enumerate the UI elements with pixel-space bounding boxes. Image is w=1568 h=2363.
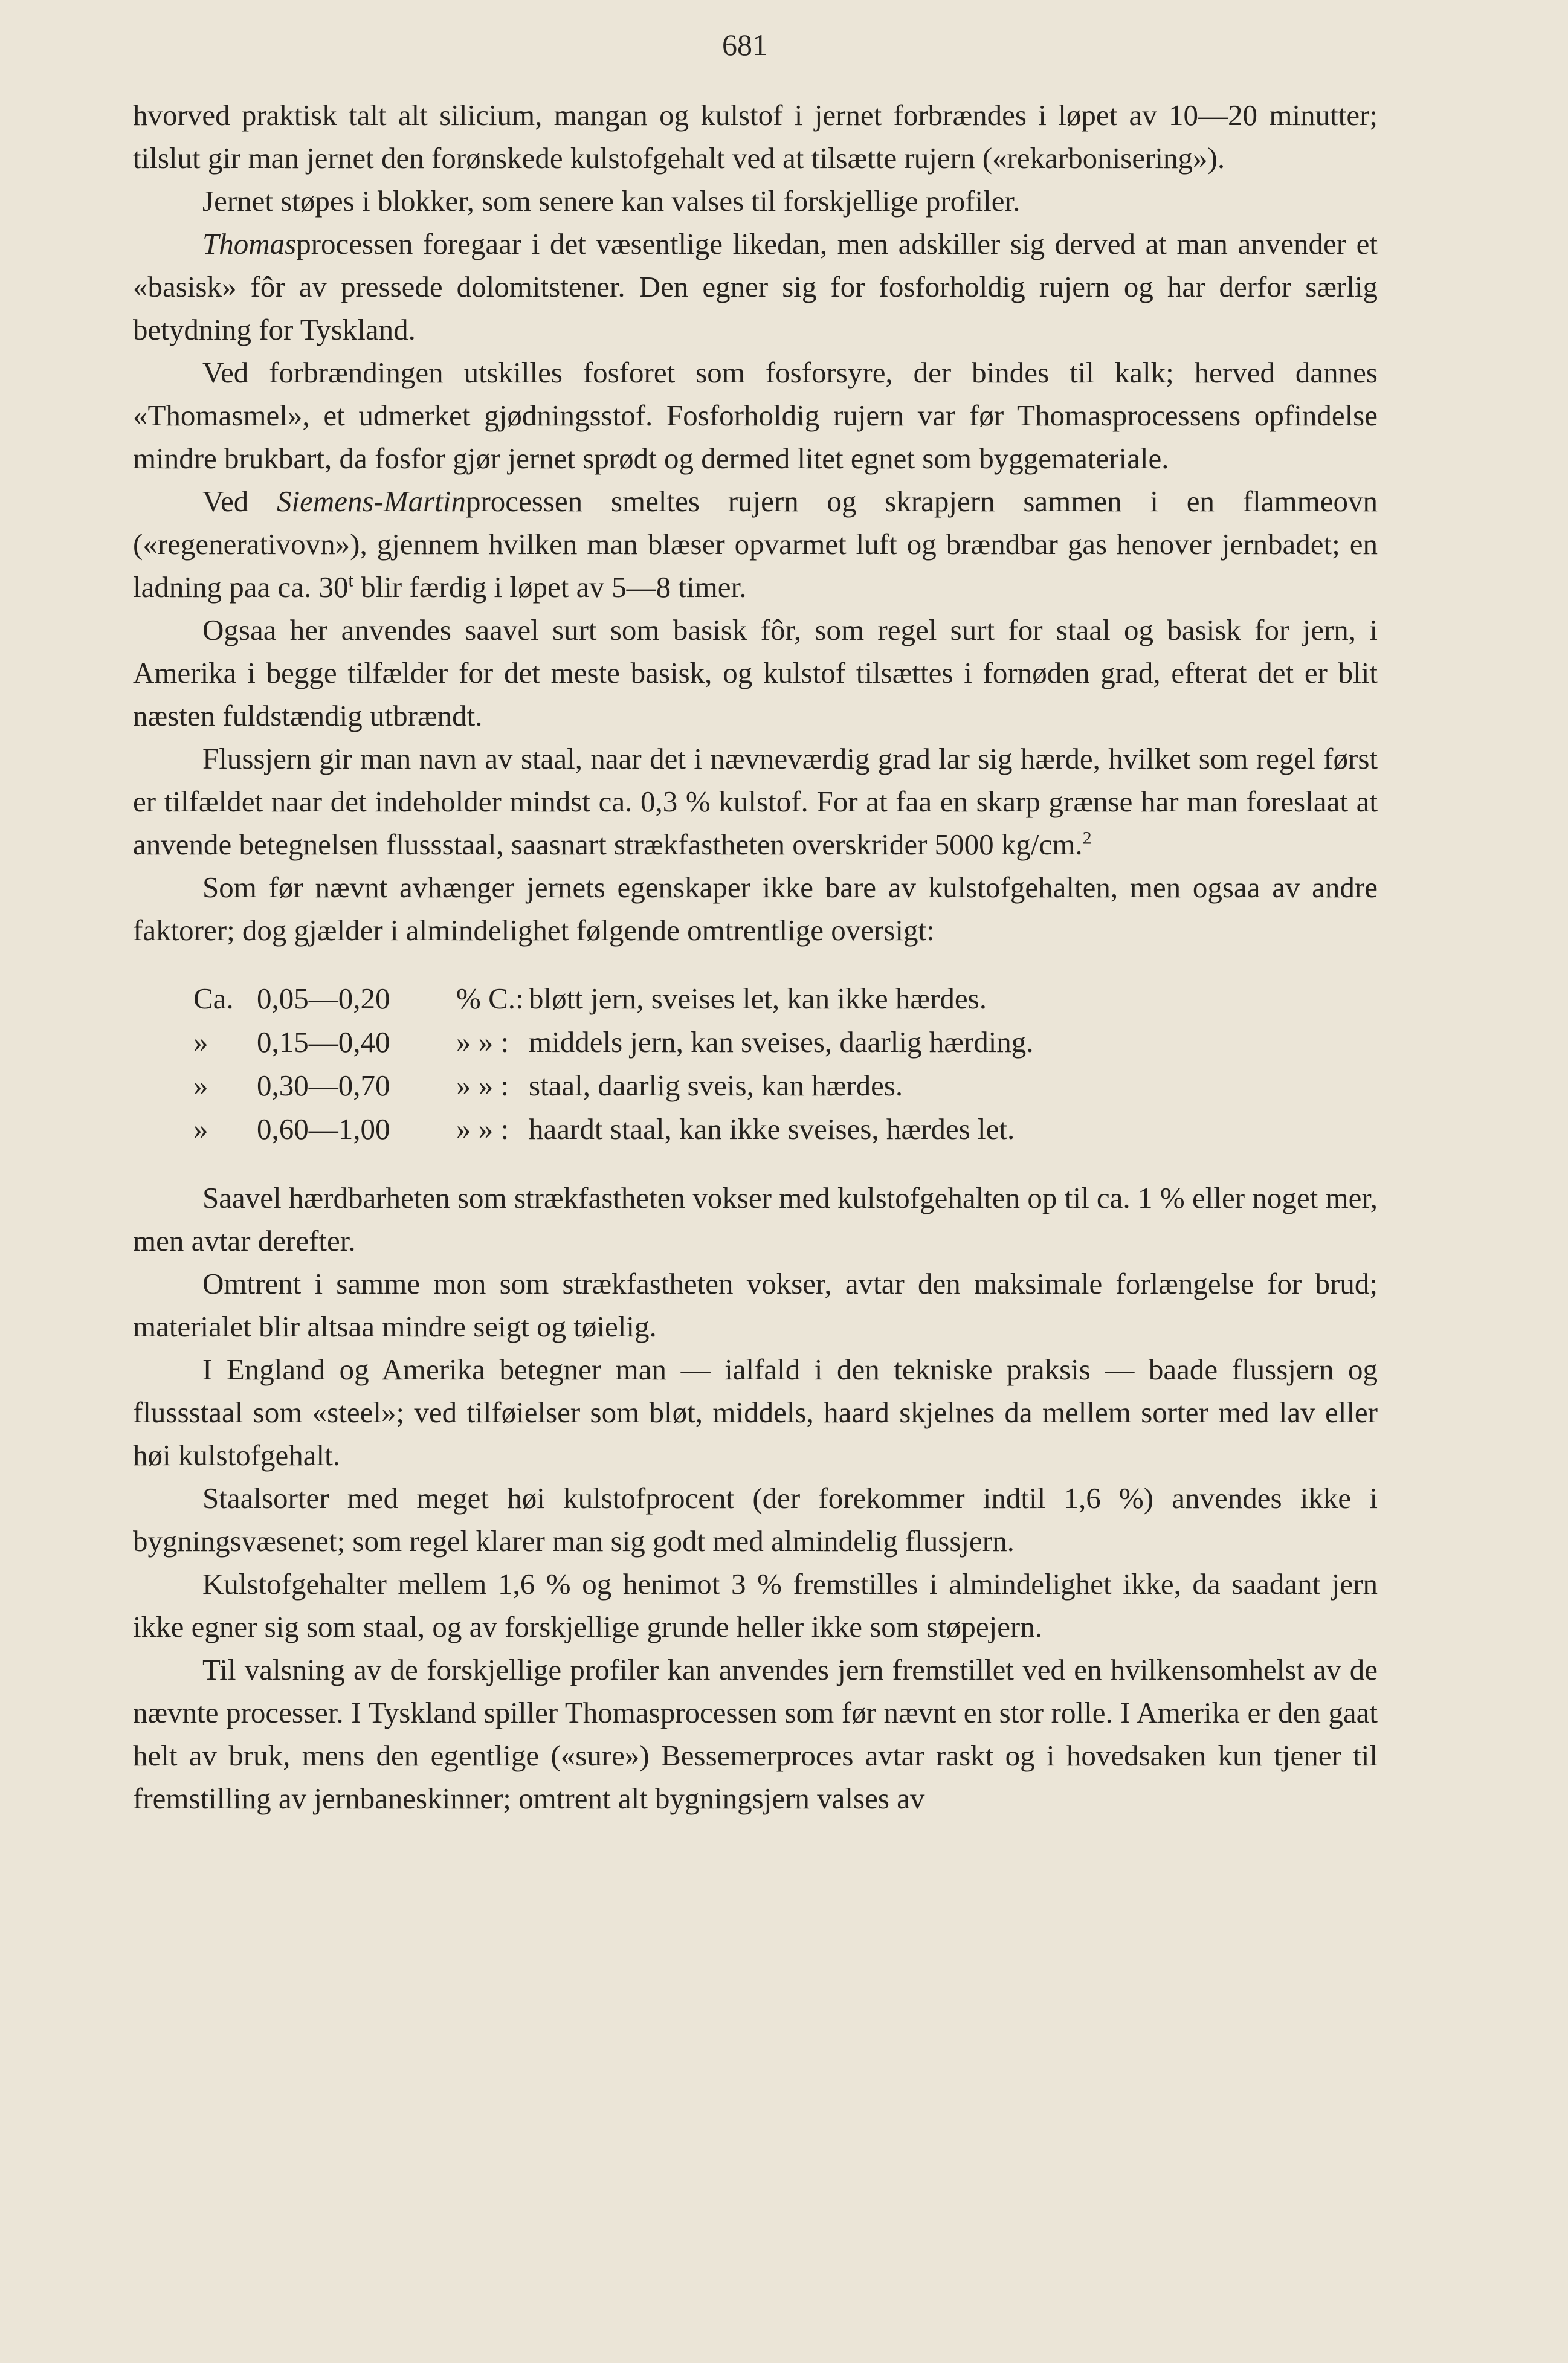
- row-prefix: Ca.: [193, 982, 234, 1015]
- footnote-ref: 2: [1082, 828, 1092, 848]
- paragraph-thomas-text: processen foregaar i det væsentlige likedan, men adskiller sig derved at man anvender et «basisk» fôr av pressede dolomitstener. Den egner sig for fosforholdig rujern og har derfor særlig betydning for Tyskland.: [133, 227, 1378, 346]
- paragraph-1: hvorved praktisk talt alt silicium, mangan og kulstof i jernet forbrændes i løpet av 10—20 minutter; tilslut gir man jernet den forønskede kulstofgehalt ved at tilsætte rujern («rekarbonisering»).: [133, 98, 1378, 175]
- paragraph-siemens-martin: [133, 480, 1378, 608]
- row-description: bløtt jern, sveises let, kan ikke hærdes.: [529, 982, 987, 1015]
- carbon-content-table: [193, 977, 1378, 1151]
- paragraph-11: I England og Amerika betegner man — ialfald i den tekniske praksis — baade flussjern og flussstaal som «steel»; ved tilføielser som bløt, middels, haard skjelnes da mellem sorter med lav eller høi kulstofgehalt.: [133, 1353, 1378, 1472]
- paragraph-8: Som før nævnt avhænger jernets egenskaper ikke bare av kulstofgehalten, men ogsaa av andre faktorer; dog gjælder i almindelighet følgende omtrentlige oversigt:: [133, 871, 1378, 947]
- table-row: [193, 977, 1378, 1020]
- row-description: haardt staal, kan ikke sveises, hærdes let.: [529, 1112, 1015, 1146]
- flussjern-text: Flussjern gir man navn av staal, naar det i nævneværdig grad lar sig hærde, hvilket som regel først er tilfældet naar det indeholder mindst ca. 0,3 % kulstof. For at faa en skarp grænse har man foreslaat at anvende betegnelsen flussstaal, saasnart strækfastheten overskrider 5000 kg/cm.: [133, 742, 1378, 861]
- paragraph-13: Kulstofgehalter mellem 1,6 % og henimot 3 % fremstilles i almindelighet ikke, da saadant jern ikke egner sig som staal, og av forskjellige grunde heller ikke som støpejern.: [133, 1567, 1378, 1643]
- siemens-text: processen smeltes rujern og skrapjern sammen i en flammeovn («regenerativovn»), gjennem hvilken man blæser opvarmet luft og brændbar gas henover jernbadet; en ladning paa ca. 30: [133, 485, 1378, 604]
- paragraph-9: Saavel hærdbarheten som strækfastheten vokser med kulstofgehalten op til ca. 1 % eller noget mer, men avtar derefter.: [133, 1181, 1378, 1257]
- row-unit: » » :: [456, 1025, 509, 1059]
- paragraph-10: Omtrent i samme mon som strækfastheten vokser, avtar den maksimale forlængelse for brud; materialet blir altsaa mindre seigt og tøielig.: [133, 1267, 1378, 1343]
- row-range: 0,60—1,00: [257, 1112, 390, 1146]
- paragraph-14: Til valsning av de forskjellige profiler kan anvendes jern fremstillet ved en hvilkensomhelst av de nævnte processer. I Tyskland spiller Thomasprocessen som før nævnt en stor rolle. I Amerika er den gaat helt av bruk, mens den egentlige («sure») Bessemerproces avtar raskt og i hovedsaken kun tjener til fremstilling av jernbaneskinner; omtrent alt bygningsjern valses av: [133, 1653, 1378, 1815]
- siemens-martin-term: Siemens-Martin: [276, 485, 466, 518]
- row-description: staal, daarlig sveis, kan hærdes.: [529, 1069, 903, 1102]
- row-description: middels jern, kan sveises, daarlig hærding.: [529, 1025, 1034, 1059]
- table-row: [193, 1107, 1378, 1151]
- paragraph-2: Jernet støpes i blokker, som senere kan valses til forskjellige profiler.: [202, 184, 1021, 218]
- row-prefix: »: [193, 1112, 208, 1146]
- paragraph-4: Ved forbrændingen utskilles fosforet som fosforsyre, der bindes til kalk; herved dannes «Thomasmel», et udmerket gjødningsstof. Fosforholdig rujern var før Thomasprocessens opfindelse mindre brukbart, da fosfor gjør jernet sprødt og dermed litet egnet som byggemateriale.: [133, 356, 1378, 475]
- paragraph-6: Ogsaa her anvendes saavel surt som basisk fôr, som regel surt for staal og basisk for jern, i Amerika i begge tilfælder for det meste basisk, og kulstof tilsættes i fornøden grad, efterat det er blit næsten fuldstændig utbrændt.: [133, 613, 1378, 732]
- page-number: 681: [722, 28, 767, 62]
- row-prefix: »: [193, 1025, 208, 1059]
- row-range: 0,30—0,70: [257, 1069, 390, 1102]
- row-range: 0,05—0,20: [257, 982, 390, 1015]
- body-text: [133, 94, 1378, 1820]
- siemens-tail: blir færdig i løpet av 5—8 timer.: [353, 570, 747, 604]
- paragraph-thomas: [133, 222, 1378, 351]
- row-unit: » » :: [456, 1112, 509, 1146]
- row-unit: % C.:: [456, 982, 524, 1015]
- siemens-lead: Ved: [202, 485, 277, 518]
- table-row: [193, 1064, 1378, 1107]
- row-range: 0,15—0,40: [257, 1025, 390, 1059]
- row-unit: » » :: [456, 1069, 509, 1102]
- paragraph-12: Staalsorter med meget høi kulstofprocent (der forekommer indtil 1,6 %) anvendes ikke i bygningsvæsenet; som regel klarer man sig godt med almindelig flussjern.: [133, 1481, 1378, 1558]
- paragraph-flussjern: [133, 737, 1378, 866]
- thomas-term: Thomas: [202, 227, 297, 260]
- row-prefix: »: [193, 1069, 208, 1102]
- ton-superscript: t: [348, 570, 353, 591]
- table-row: [193, 1020, 1378, 1064]
